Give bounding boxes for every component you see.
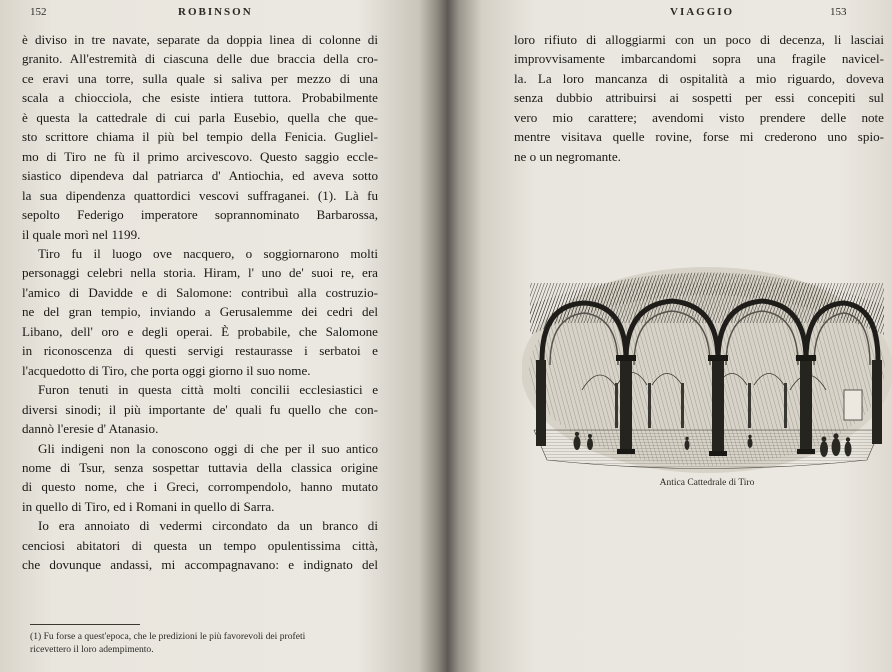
paragraph bbox=[22, 439, 378, 517]
text-line: diversi sinodi; il più importante de' quali fu quello che con- bbox=[22, 401, 378, 417]
page-number: 152 bbox=[30, 6, 47, 18]
running-head: ROBINSON bbox=[178, 6, 253, 18]
text-line: l'acquedotto di Tiro, che porta oggi giorno il suo nome. bbox=[22, 362, 311, 378]
paragraph bbox=[22, 30, 378, 244]
text-line: l'amico di Davidde e di Salomone: contribuì alla costruzio- bbox=[22, 284, 378, 300]
text-line: è questa la cattedrale di cui parla Eusebio, quella che que- bbox=[22, 109, 378, 125]
running-head: VIAGGIO bbox=[670, 6, 735, 18]
footnote-divider bbox=[30, 624, 140, 625]
text-line: scala a chiocciola, che esiste intiera tuttora. Probabilmente bbox=[22, 90, 378, 106]
text-line: la sua dipendenza quattordici vescovi suffraganei. (1). Là fu bbox=[22, 187, 378, 203]
text-line: sto scrittore chiama il più bel tempio della Fenicia. Gugliel- bbox=[22, 129, 378, 145]
left-body-text bbox=[22, 30, 378, 575]
right-body-text bbox=[514, 30, 884, 166]
text-line: granito. All'estremità di ciascuna delle due braccia della cro- bbox=[22, 51, 378, 67]
paragraph bbox=[22, 516, 378, 574]
page-number: 153 bbox=[830, 6, 847, 18]
paragraph bbox=[22, 380, 378, 438]
text-line: ne o un negromante. bbox=[514, 148, 621, 164]
text-line: vero mio carattere; avendomi visto prendere delle note bbox=[514, 109, 884, 125]
text-line: in riconoscenza di questi servigi restaurasse i serbatoi e bbox=[22, 343, 378, 359]
text-line: nome di Tsur, senza sospettar tuttavia della classica origine bbox=[22, 459, 378, 475]
left-page bbox=[0, 0, 440, 672]
text-line: cenciosi abitatori di questa un tempo opulentissima città, bbox=[22, 537, 378, 553]
footnote-line: (1) Fu forse a quest'epoca, che le predizioni le più favorevoli dei profeti bbox=[30, 631, 306, 642]
text-line: personaggi celebri nella storia. Hiram, l' uno de' suoi re, era bbox=[22, 265, 378, 281]
text-line: ce eravi una torre, sulla quale si saliva per mezzo di una bbox=[22, 70, 378, 86]
footnote-line: ricevettero il loro adempimento. bbox=[30, 644, 154, 655]
text-line: Furon tenuti in questa città molti concilii ecclesiastici e bbox=[38, 382, 378, 398]
text-line: Tiro fu il luogo ove nacquero, o soggiornarono molti bbox=[38, 245, 378, 261]
text-line: loro rifiuto di alloggiarmi con un poco di decenza, li lasciai bbox=[514, 32, 884, 47]
text-line: ne del gran tempio, inviando a Gerusalemme dei cedri del bbox=[22, 304, 378, 320]
footnote bbox=[30, 630, 382, 656]
figure-caption: Antica Cattedrale di Tiro bbox=[659, 478, 755, 488]
text-line: sepolto Federigo imperatore soprannominato Barbarossa, bbox=[22, 207, 378, 223]
text-line: Libano, dell' oro e degli operai. È probabile, che Salomone bbox=[22, 323, 378, 339]
text-line: la. La loro mancanza di ospitalità a mio riguardo, doveva bbox=[514, 70, 884, 86]
text-line: improvvisamente imbarcandomi sopra una fragile navicel- bbox=[514, 51, 884, 67]
text-line: dannò l'eresie d' Atanasio. bbox=[22, 421, 159, 437]
text-line: senza dubbio attribuirsi ai sospetti per essi concepiti sul bbox=[514, 90, 884, 106]
paragraph bbox=[22, 244, 378, 380]
text-line: Gli indigeni non la conoscono oggi di che per il suo antico bbox=[38, 440, 378, 456]
text-line: di questo nome, che i Greci, corrompendolo, hanno mutato bbox=[22, 479, 378, 495]
text-line: in quello di Tiro, ed i Romani in quello di Sarra. bbox=[22, 498, 275, 514]
text-line: Io era annoiato di vedermi circondato da un branco di bbox=[38, 518, 378, 534]
text-line: siastico dipendeva dal patriarca d' Antiochia, ed aveva sotto bbox=[22, 168, 378, 184]
text-line: è diviso in tre navate, separate da doppia linea di colonne di bbox=[22, 32, 378, 47]
text-line: che dovunque andassi, mi accompagnavano: e indignato del bbox=[22, 557, 378, 573]
text-line: mo di Tiro ne fù il primo arcivescovo. Questo saggio eccle- bbox=[22, 148, 378, 164]
right-page bbox=[452, 0, 892, 672]
text-line: il quale morì nel 1199. bbox=[22, 226, 141, 242]
text-line: mentre visitava quelle rovine, forse mi crederono uno spio- bbox=[514, 129, 884, 145]
cathedral-arches-engraving-icon bbox=[522, 265, 892, 475]
